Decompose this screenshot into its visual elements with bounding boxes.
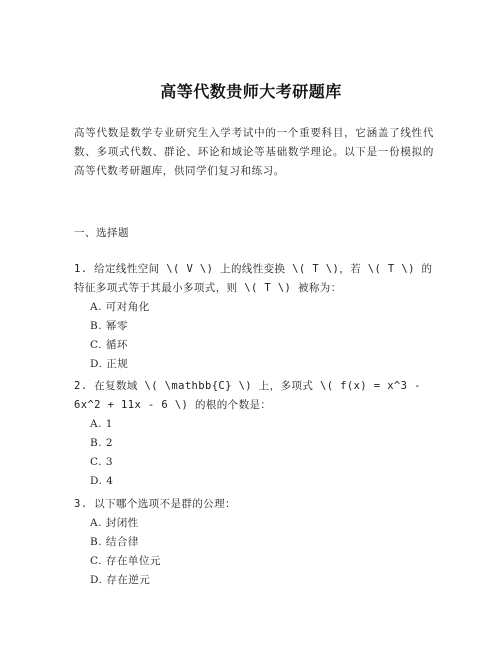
option-b: B. 2 xyxy=(90,437,114,449)
question-text: 1. 给定线性空间 \( V \) 上的线性变换 \( T \)，若 \( T \) 的特征多项式等于其最小多项式，则 \( T \) 被称为： xyxy=(74,263,433,294)
option-d: D. 4 xyxy=(90,475,114,487)
document-title: 高等代数贵师大考研题库 xyxy=(160,82,342,101)
option-a: A. 可对角化 xyxy=(90,301,150,313)
question-text: 2. 在复数域 \( \mathbb{C} \) 上，多项式 \( f(x) = x^3 - 6x^2 + 11x - 6 \) 的根的个数是： xyxy=(74,380,421,411)
option-d: D. 存在逆元 xyxy=(90,574,151,586)
option-b: B. 幂零 xyxy=(90,320,128,332)
option-b: B. 结合律 xyxy=(90,536,139,548)
question-3 xyxy=(74,495,434,590)
question-text: 3. 以下哪个选项不是群的公理： xyxy=(74,498,236,510)
option-list xyxy=(74,415,434,491)
question-2 xyxy=(74,377,434,491)
option-c: C. 循环 xyxy=(90,339,128,351)
option-c: C. 3 xyxy=(90,456,114,468)
option-d: D. 正规 xyxy=(90,358,129,370)
option-list xyxy=(74,514,434,590)
option-list xyxy=(74,298,434,374)
option-a: A. 1 xyxy=(90,418,113,430)
question-1 xyxy=(74,260,434,374)
intro-paragraph: 高等代数是数学专业研究生入学考试中的一个重要科目，它涵盖了线性代数、多项式代数、群论、环论和域论等基础数学理论。以下是一份模拟的高等代数考研题库，供同学们复习和练习。 xyxy=(74,127,434,177)
option-c: C. 存在单位元 xyxy=(90,555,161,567)
option-a: A. 封闭性 xyxy=(90,517,139,529)
section-heading: 一、选择题 xyxy=(74,227,129,239)
